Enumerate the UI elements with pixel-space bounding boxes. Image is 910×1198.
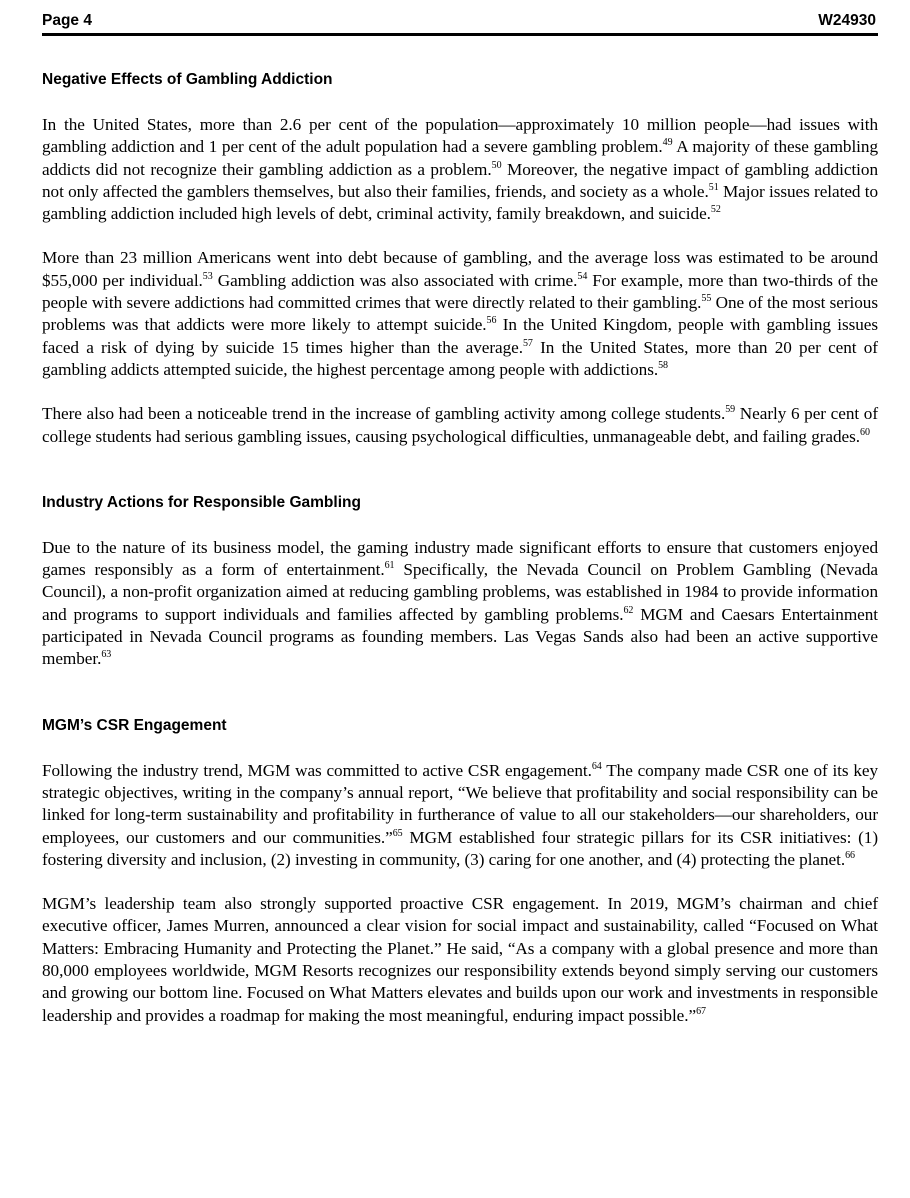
footnote-ref: 54 bbox=[577, 270, 588, 282]
footnote-ref: 55 bbox=[701, 293, 712, 305]
section-heading-negative-effects: Negative Effects of Gambling Addiction bbox=[42, 71, 333, 88]
paragraph: More than 23 million Americans went into debt because of gambling, and the average loss was estimated to be around $55,000 per individual.$^{53}$ Gambling addiction was also associated with crime.$^{54}$ For example, more than two-thirds of the people with severe addictions had committed crimes that were directly related to their gambling.$^{55}$ One of the most serious problems was that addicts were more likely to attempt suicide.$^{56}$ In the United Kingdom, people with gambling issues faced a risk of dying by suicide 15 times higher than the average.$^{57}$ In the United States, more than 20 per cent of gambling addicts attempted suicide, the highest percentage among people with addictions.$^{58}$ bbox=[42, 248, 878, 379]
footnote-ref: 64 bbox=[591, 760, 602, 772]
paragraph: In the United States, more than 2.6 per cent of the population—approximately 10 million people—had issues with gambling addiction and 1 per cent of the adult population had a severe gambling problem.$^{49}$ A majority of these gambling addicts did not recognize their gambling addiction as a problem.$^{50}$ Moreover, the negative impact of gambling addiction not only affected the gamblers themselves, but also their families, friends, and society as a whole.$^{51}$ Major issues related to gambling addiction included high levels of debt, criminal activity, family breakdown, and suicide.$^{52}$ bbox=[42, 115, 878, 224]
footnote-ref: 66 bbox=[845, 849, 855, 861]
footnote-ref: 56 bbox=[486, 315, 497, 327]
footnote-ref: 58 bbox=[658, 359, 668, 371]
paragraph: Following the industry trend, MGM was committed to active CSR engagement.$^{64}$ The company made CSR one of its key strategic objectives, writing in the company’s annual report, “We believe that profitability and social responsibility can be linked for long-term sustainability and profitability in furtherance of value to all our stakeholders—our shareholders, our employees, our customers and our communities.”$^{65}$ MGM established four strategic pillars for its CSR initiatives: (1) fostering diversity and inclusion, (2) investing in community, (3) caring for one another, and (4) protecting the planet.$^{66}$ bbox=[42, 760, 879, 869]
paragraph: MGM’s leadership team also strongly supported proactive CSR engagement. In 2019, MGM’s chairman and chief executive officer, James Murren, announced a clear vision for social impact and sustainability, called “Focused on What Matters: Embracing Humanity and Protecting the Planet.” He said, “As a company with a global presence and more than 80,000 employees worldwide, MGM Resorts recognizes our responsibility extends beyond simply serving our customers and growing our bottom line. Focused on What Matters elevates and builds upon our work and investments in responsible leadership and provides a roadmap for making the most meaningful, enduring impact possible.”$^{67}$ bbox=[42, 894, 878, 1025]
footnote-ref: 52 bbox=[710, 204, 721, 216]
footnote-ref: 65 bbox=[392, 827, 403, 839]
footnote-ref: 67 bbox=[696, 1005, 706, 1017]
page-header bbox=[42, 10, 878, 36]
footnote-ref: 63 bbox=[101, 649, 112, 661]
footnote-ref: 60 bbox=[860, 426, 870, 438]
footnote-ref: 49 bbox=[662, 137, 673, 149]
paragraph: There also had been a noticeable trend in the increase of gambling activity among college students.$^{59}$ Nearly 6 per cent of college students had serious gambling issues, causing psychological difficulties, unmanageable debt, and failing grades.$^{60}$ bbox=[42, 404, 878, 446]
section-heading-mgm-csr: MGM’s CSR Engagement bbox=[42, 716, 227, 734]
document-page bbox=[42, 10, 878, 1027]
footnote-ref: 50 bbox=[491, 159, 502, 171]
page-number: Page 4 bbox=[42, 12, 92, 29]
footnote-ref: 62 bbox=[623, 604, 634, 616]
footnote-ref: 53 bbox=[202, 270, 213, 282]
footnote-ref: 59 bbox=[725, 404, 736, 416]
footnote-ref: 57 bbox=[522, 337, 533, 349]
case-code: W24930 bbox=[818, 12, 876, 29]
paragraph: Due to the nature of its business model, the gaming industry made significant efforts to ensure that customers enjoyed games responsibly as a form of entertainment.$^{61}$ Specifically, the Nevada Council on Problem Gambling (Nevada Council), a non-profit organization aimed at reducing gambling problems, was established in 1984 to provide information and programs to support individuals and families affected by gambling problems.$^{62}$ MGM and Caesars Entertainment participated in Nevada Council programs as founding members. Las Vegas Sands also had been an active supportive member.$^{63}$ bbox=[42, 537, 878, 669]
section-heading-industry-actions: Industry Actions for Responsible Gambling bbox=[42, 493, 361, 511]
footnote-ref: 51 bbox=[708, 181, 719, 193]
footnote-ref: 61 bbox=[384, 560, 395, 572]
